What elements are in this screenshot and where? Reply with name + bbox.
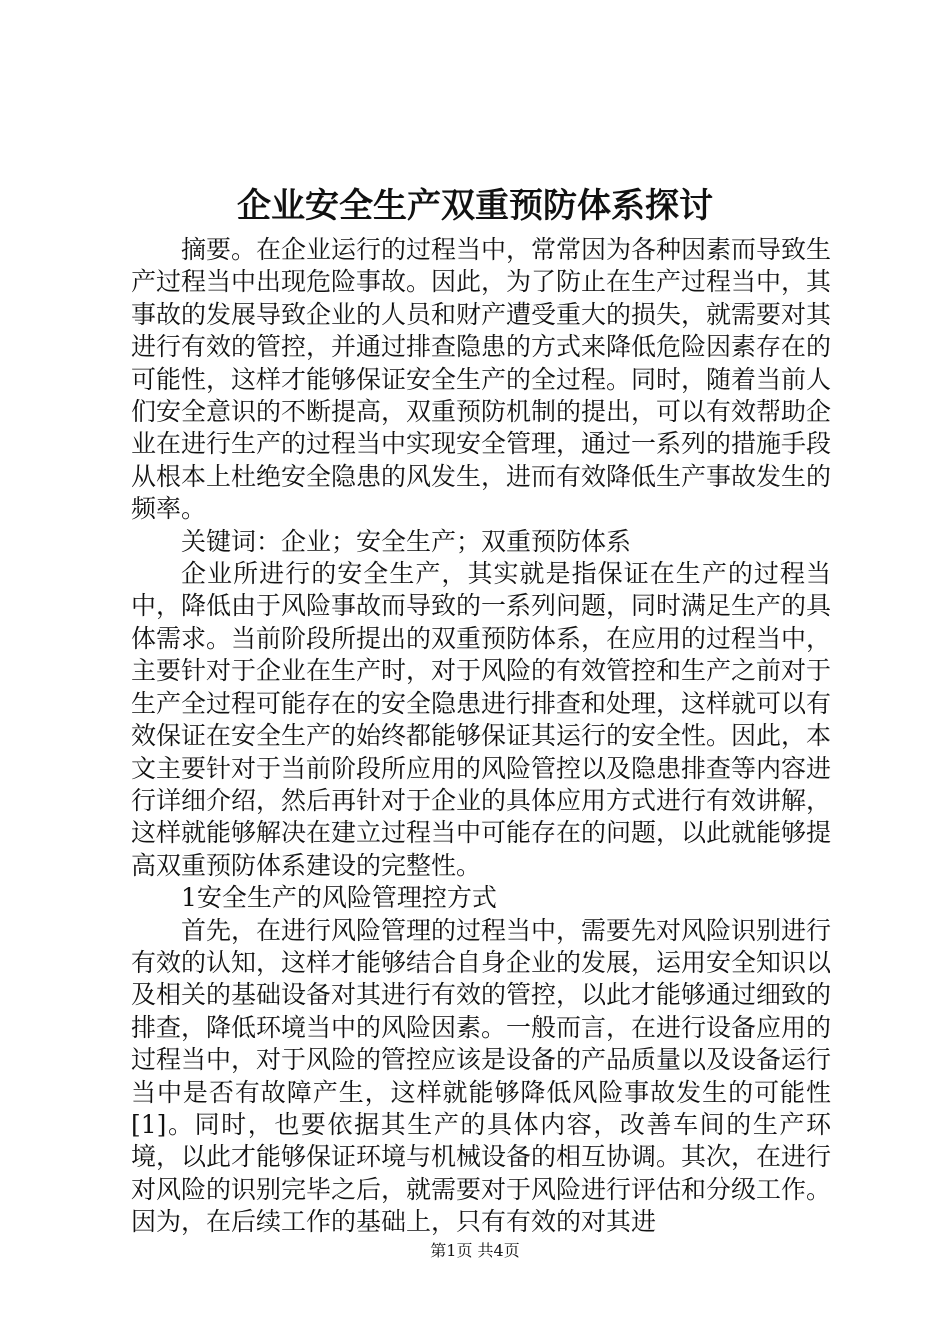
- document-title: 企业安全生产双重预防体系探讨: [237, 186, 713, 226]
- section-paragraph: 首先，在进行风险管理的过程当中，需要先对风险识别进行有效的认知，这样才能够结合自身企业的发展，运用安全知识以及相关的基础设备对其进行有效的管控，以此才能够通过细致的排查，降低环境当中的风险因素。一般而言，在进行设备应用的过程当中，对于风险的管控应该是设备的产品质量以及设备运行当中是否有故障产生，这样就能够降低风险事故发生的可能性[1]。同时，也要依据其生产的具体内容，改善车间的生产环境，以此才能够保证环境与机械设备的相互协调。其次，在进行对风险的识别完毕之后，就需要对于风险进行评估和分级工作。因为，在后续工作的基础上，只有有效的对其进: [131, 915, 832, 1237]
- document-body: [131, 234, 831, 1239]
- abstract-paragraph: 摘要。在企业运行的过程当中，常常因为各种因素而导致生产过程当中出现危险事故。因此，为了防止在生产过程当中，其事故的发展导致企业的人员和财产遭受重大的损失，就需要对其进行有效的管控，并通过排查隐患的方式来降低危险因素存在的可能性，这样才能够保证安全生产的全过程。同时，随着当前人们安全意识的不断提高，双重预防机制的提出，可以有效帮助企业在进行生产的过程当中实现安全管理，通过一系列的措施手段从根本上杜绝安全隐患的风发生，进而有效降低生产事故发生的频率。: [131, 235, 832, 524]
- intro-paragraph: 企业所进行的安全生产，其实就是指保证在生产的过程当中，降低由于风险事故而导致的一系列问题，同时满足生产的具体需求。当前阶段所提出的双重预防体系，在应用的过程当中，主要针对于企业在生产时，对于风险的有效管控和生产之前对于生产全过程可能存在的安全隐患进行排查和处理，这样就可以有效保证在安全生产的始终都能够保证其运行的安全性。因此，本文主要针对于当前阶段所应用的风险管控以及隐患排查等内容进行详细介绍，然后再针对于企业的具体应用方式进行有效讲解，这样就能够解决在建立过程当中可能存在的问题，以此就能够提高双重预防体系建设的完整性。: [131, 559, 832, 880]
- section-heading: 1安全生产的风险管理控方式: [181, 883, 497, 913]
- keywords-paragraph: 关键词：企业；安全生产；双重预防体系: [181, 526, 632, 556]
- page-footer: 第1页 共4页: [430, 1241, 520, 1260]
